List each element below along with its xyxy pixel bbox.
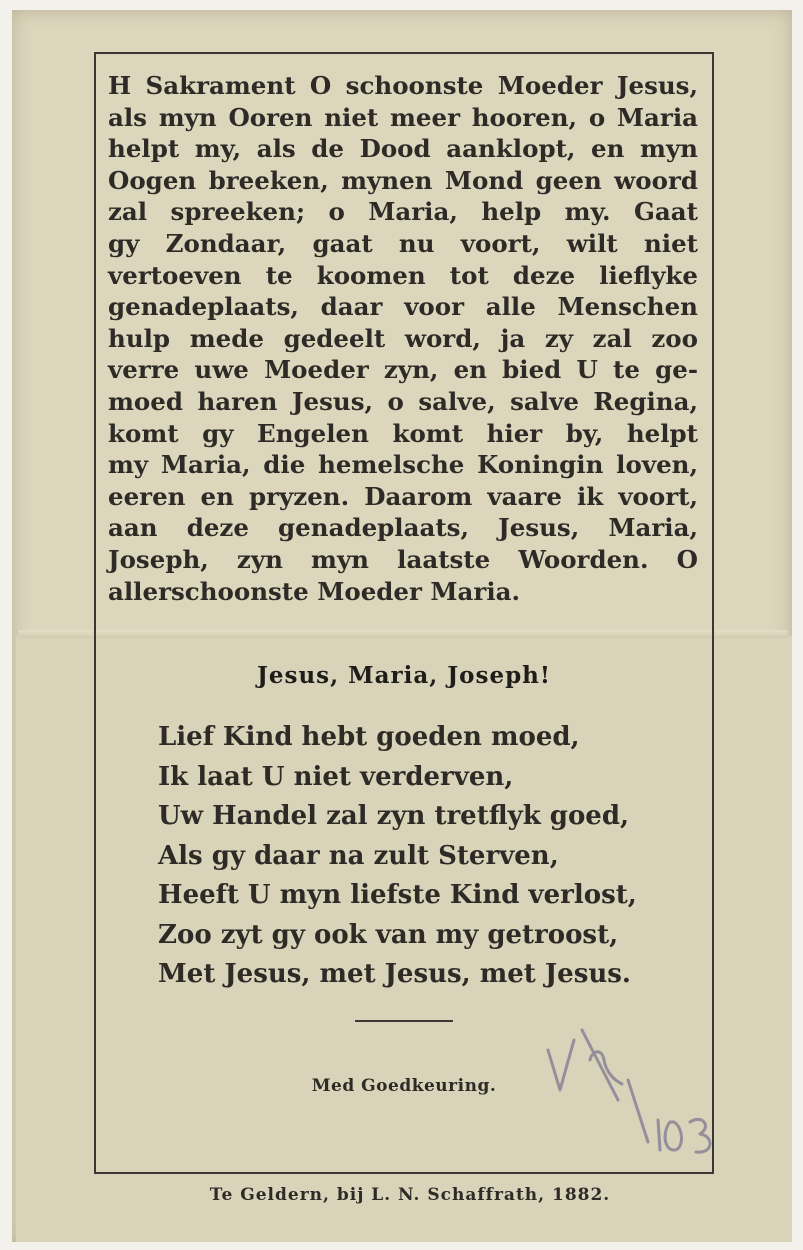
approval-note: Med Goedkeuring. (311, 1076, 497, 1096)
prayer-line: moed haren Jesus, o salve, salve Regina, (108, 386, 698, 416)
prayer-line: zal spreeken; o Maria, help my. Gaat (108, 197, 698, 227)
verse-title: Jesus, Maria, Joseph! (257, 662, 551, 689)
verse-line: Ik laat U niet verderven, (158, 761, 514, 792)
verse-line: Zoo zyt gy ook van my getroost, (158, 919, 619, 950)
prayer-line: eeren en pryzen. Daarom vaare ik voort, (108, 481, 698, 511)
prayer-line: Joseph, zyn myn laatste Woorden. O (108, 544, 698, 574)
verse-line: Als gy daar na zult Sterven, (158, 840, 559, 871)
prayer-line: Oogen breeken, mynen Mond geen woord (108, 165, 698, 195)
prayer-line: hulp mede gedeelt word, ja zy zal zoo (108, 323, 698, 353)
verse-line: Uw Handel zal zyn tretflyk goed, (158, 801, 630, 831)
prayer-line: helpt my, als de Dood aanklopt, en myn (108, 134, 698, 164)
prayer-line: gy Zondaar, gaat nu voort, wilt niet (108, 228, 698, 258)
prayer-line: als myn Ooren niet meer hooren, o Maria (108, 102, 698, 132)
prayer-text (108, 70, 698, 607)
prayer-line: allerschoonste Moeder Maria. (108, 576, 521, 606)
prayer-line: vertoeven te koomen tot deze lieflyke (108, 260, 698, 290)
prayer-line: aan deze genadeplaats, Jesus, Maria, (108, 513, 698, 543)
prayer-line: komt gy Engelen komt hier by, helpt (108, 418, 698, 448)
prayer-line: verre uwe Moeder zyn, en bied U te ge- (108, 355, 698, 385)
printer-imprint: Te Geldern, bij L. N. Schaffrath, 1882. (209, 1185, 611, 1205)
verse-line: Met Jesus, met Jesus, met Jesus. (158, 959, 631, 989)
prayer-line: genadeplaats, daar voor alle Menschen (108, 292, 698, 322)
prayer-line: H Sakrament O schoonste Moeder Jesus, (108, 71, 698, 100)
prayer-line: my Maria, die hemelsche Koningin loven, (108, 450, 698, 480)
verse-line: Heeft U myn liefste Kind verlost, (158, 880, 637, 910)
verse-line: Lief Kind hebt goeden moed, (158, 722, 580, 752)
divider-rule (355, 1020, 453, 1022)
verse-text (158, 718, 678, 995)
handwritten-annotation (530, 1010, 730, 1160)
